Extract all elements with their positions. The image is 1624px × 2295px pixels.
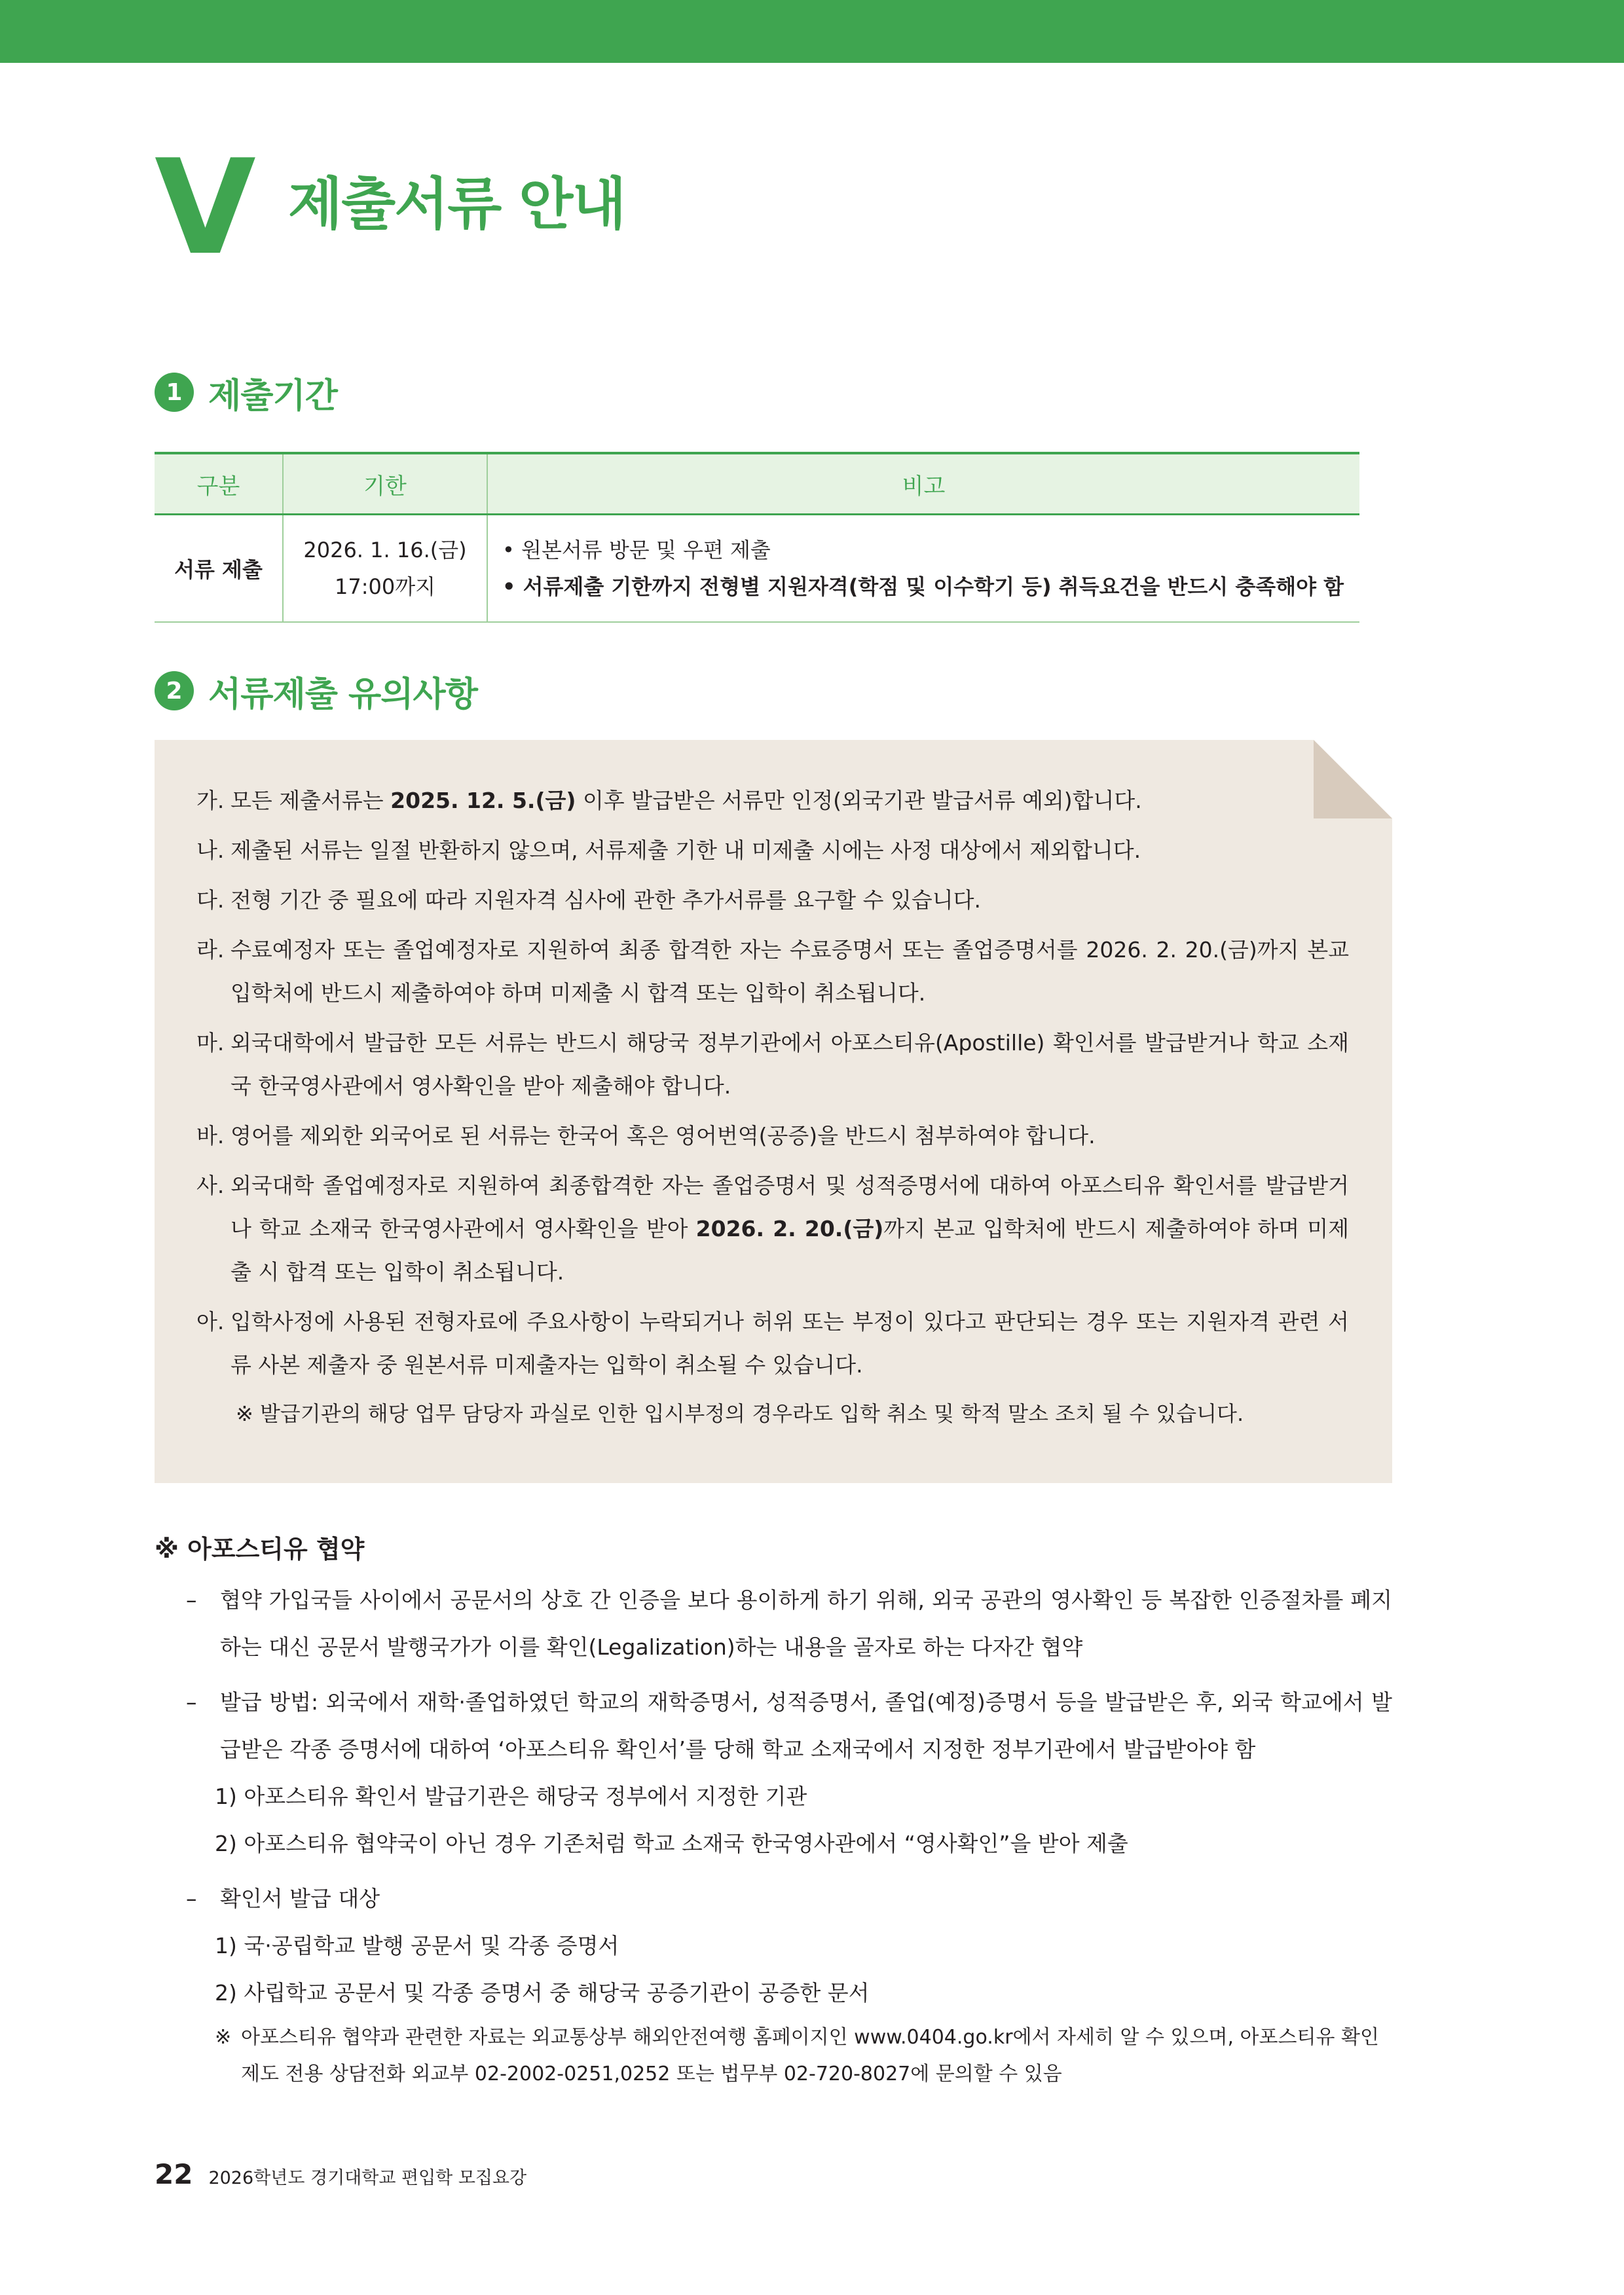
item-text: 외국대학에서 발급한 모든 서류는 반드시 해당국 정부기관에서 아포스티유(Apostille) 확인서를 발급받거나 학교 소재국 한국영사관에서 영사확인을 받아 제출해야 합니다. xyxy=(231,1030,1349,1099)
list-item xyxy=(196,1114,1349,1158)
item-label: 마. xyxy=(196,1030,225,1056)
list-item xyxy=(155,1875,1392,1922)
section-title: 서류제출 유의사항 xyxy=(208,674,477,714)
sub-item: 1) 국·공립학교 발행 공문서 및 각종 증명서 xyxy=(215,1933,619,1958)
notice-list xyxy=(196,779,1349,1435)
item-text: 수료예정자 또는 졸업예정자로 지원하여 최종 합격한 자는 수료증명서 또는 졸업증명서를 2026. 2. 20.(금)까지 본교 입학처에 반드시 제출하여야 하며 미제출 시 합격 또는 입학이 취소됩니다. xyxy=(231,937,1349,1006)
list-item xyxy=(196,1300,1349,1387)
item-text: 영어를 제외한 외국어로 된 서류는 한국어 혹은 영어번역(공증)을 반드시 첨부하여야 합니다. xyxy=(231,1123,1096,1148)
list-item xyxy=(155,1679,1392,1773)
item-text xyxy=(231,1164,1349,1294)
item-label: 다. xyxy=(196,887,225,913)
sub-item: 2) 사립학교 공문서 및 각종 증명서 중 해당국 공증기관이 공증한 문서 xyxy=(215,1980,870,2006)
apostille-title: ※ 아포스티유 협약 xyxy=(155,1535,365,1564)
dash-marker: – xyxy=(186,1587,197,1613)
item-text: 제출된 서류는 일절 반환하지 않으며, 서류제출 기한 내 미제출 시에는 사정 대상에서 제외합니다. xyxy=(231,837,1141,863)
dash-marker: – xyxy=(186,1886,197,1911)
remark-line: • 원본서류 방문 및 우편 제출 xyxy=(502,538,771,562)
text-span: 이후 발급받은 서류만 인정(외국기관 발급서류 예외)합니다. xyxy=(576,788,1142,813)
item-label: 가. xyxy=(196,788,225,813)
dash-marker: – xyxy=(186,1689,197,1715)
section-heading-period xyxy=(155,371,337,414)
chapter-number: V xyxy=(155,132,256,284)
list-item xyxy=(196,928,1349,1015)
notice-remark: ※ 발급기관의 해당 업무 담당자 과실로 인한 입시부정의 경우라도 입학 취소 및 학적 말소 조치 될 수 있습니다. xyxy=(236,1401,1244,1426)
note-text: 아포스티유 협약과 관련한 자료는 외교통상부 해외안전여행 홈페이지인 www.0404.go.kr에서 자세히 알 수 있으며, 아포스티유 확인 제도 전용 상담전화 외교부 02-2002-0251,0252 또는 법무부 02-720-8027에 문의할 수 있음 xyxy=(241,2026,1379,2085)
table-row xyxy=(155,515,1359,623)
section-heading-notices xyxy=(155,669,477,712)
top-accent-bar xyxy=(0,0,1624,63)
column-header-category: 구분 xyxy=(155,453,283,515)
submission-period-table xyxy=(155,452,1359,623)
column-header-remarks: 비고 xyxy=(487,453,1359,515)
section-number-badge: 2 xyxy=(155,671,194,710)
apostille-note xyxy=(155,2019,1392,2093)
item-label: 사. xyxy=(196,1173,225,1198)
note-mark: ※ xyxy=(215,2026,232,2049)
item-text: 발급 방법: 외국에서 재학·졸업하였던 학교의 재학증명서, 성적증명서, 졸업(예정)증명서 등을 발급받은 후, 외국 학교에서 발급받은 각종 증명서에 대하여 ‘아포스티유 확인서’를 당해 학교 소재국에서 지정한 정부기관에서 발급받아야 함 xyxy=(220,1689,1392,1762)
text-span: 모든 제출서류는 xyxy=(231,788,391,813)
item-text xyxy=(231,779,1349,822)
item-label: 바. xyxy=(196,1123,225,1148)
bold-date: 2025. 12. 5.(금) xyxy=(390,788,576,813)
item-label: 라. xyxy=(196,937,225,963)
table-header-row xyxy=(155,453,1359,515)
text-span: 외국대학 졸업예정자로 지원하여 최종합격한 자는 졸업증명서 및 성적증명서에 대하여 아포스티유 확인서를 발급받거나 학교 소재국 한국영사관에서 영사확인을 받아 xyxy=(231,1173,1349,1241)
page-number: 22 xyxy=(155,2158,193,2190)
bold-date: 2026. 2. 20.(금) xyxy=(695,1216,884,1241)
cell-remarks xyxy=(487,515,1359,623)
remark-line-bold: • 서류제출 기한까지 전형별 지원자격(학점 및 이수학기 등) 취득요건을 반드시 충족해야 함 xyxy=(502,574,1344,599)
section-number-badge: 1 xyxy=(155,373,194,412)
footer-title: 2026학년도 경기대학교 편입학 모집요강 xyxy=(208,2168,527,2188)
deadline-date: 2026. 1. 16.(금) xyxy=(303,538,467,562)
page-footer xyxy=(155,2158,526,2190)
column-header-deadline: 기한 xyxy=(283,453,487,515)
sub-item: 1) 아포스티유 확인서 발급기관은 해당국 정부에서 지정한 기관 xyxy=(215,1784,807,1809)
page-title: 제출서류 안내 xyxy=(288,172,625,237)
item-text: 전형 기간 중 필요에 따라 지원자격 심사에 관한 추가서류를 요구할 수 있습니다. xyxy=(231,887,981,913)
section-title: 제출기간 xyxy=(208,376,337,416)
list-item xyxy=(155,1577,1392,1671)
item-text: 협약 가입국들 사이에서 공문서의 상호 간 인증을 보다 용이하게 하기 위해, 외국 공관의 영사확인 등 복잡한 인증절차를 폐지하는 대신 공문서 발행국가가 이를 확인(Legalization)하는 내용을 골자로 하는 다자간 협약 xyxy=(220,1587,1392,1660)
item-text: 입학사정에 사용된 전형자료에 주요사항이 누락되거나 허위 또는 부정이 있다고 판단되는 경우 또는 지원자격 관련 서류 사본 제출자 중 원본서류 미제출자는 입학이 취소될 수 있습니다. xyxy=(231,1309,1349,1378)
list-item xyxy=(196,1164,1349,1294)
sub-item: 2) 아포스티유 협약국이 아닌 경우 기존처럼 학교 소재국 한국영사관에서 “영사확인”을 받아 제출 xyxy=(215,1831,1128,1856)
list-item xyxy=(196,879,1349,922)
list-item xyxy=(196,779,1349,822)
item-label: 나. xyxy=(196,837,225,863)
deadline-time: 17:00까지 xyxy=(334,574,436,599)
list-item xyxy=(196,1021,1349,1108)
item-text: 확인서 발급 대상 xyxy=(220,1886,380,1911)
list-item xyxy=(196,829,1349,872)
cell-category: 서류 제출 xyxy=(155,515,283,623)
item-label: 아. xyxy=(196,1309,225,1334)
apostille-section xyxy=(155,1526,1392,2093)
cell-deadline xyxy=(283,515,487,623)
text-span: 까지 본교 입학처에 반드시 제출하여야 하며 미제출 시 합격 또는 입학이 취소됩니다. xyxy=(231,1216,1350,1285)
